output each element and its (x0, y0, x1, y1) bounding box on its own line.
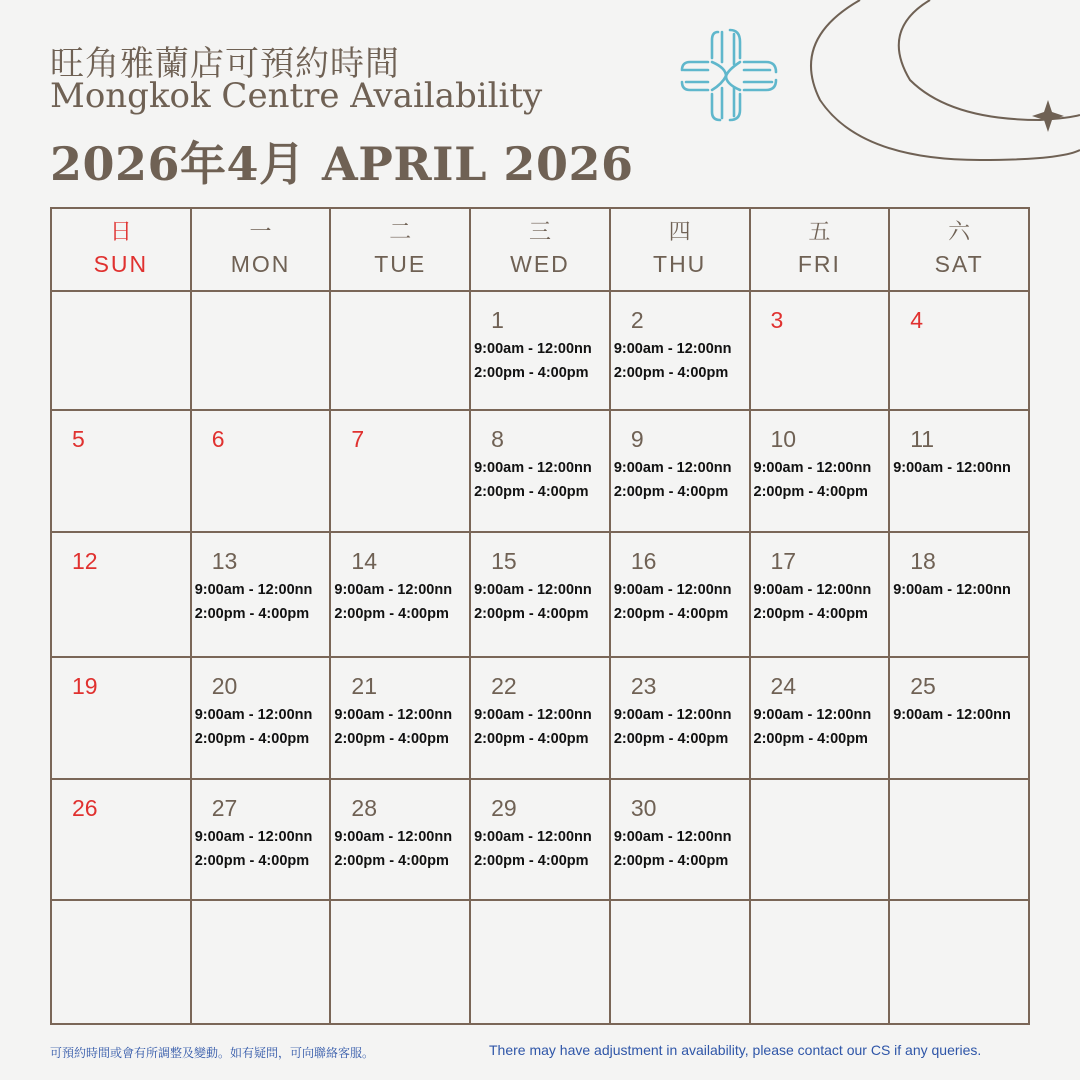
time-slot: 9:00am - 12:00nn (474, 460, 592, 477)
calendar-day-cell (750, 532, 890, 658)
time-slot: 2:00pm - 4:00pm (753, 731, 868, 748)
day-number: 17 (770, 547, 797, 574)
time-slot: 9:00am - 12:00nn (893, 581, 1011, 598)
weekday-mon (191, 208, 331, 291)
day-number: 1 (491, 307, 504, 333)
time-slot: 9:00am - 12:00nn (613, 581, 732, 598)
calendar-empty-cell (330, 900, 470, 1024)
calendar-day-cell (470, 657, 610, 778)
day-number: 14 (351, 547, 377, 574)
weekday-en: SUN (93, 250, 149, 277)
calendar-week-row (51, 532, 1029, 658)
day-number: 25 (910, 673, 936, 700)
day-number: 30 (630, 794, 657, 821)
day-number: 22 (491, 673, 517, 700)
weekday-zh: 三 (528, 219, 551, 245)
time-slot: 2:00pm - 4:00pm (753, 484, 868, 501)
time-slot: 2:00pm - 4:00pm (613, 852, 729, 869)
month-title: 2026年4月 APRIL 2026 (50, 137, 634, 191)
calendar-day-cell (191, 657, 331, 778)
day-number: 21 (351, 673, 377, 700)
orbit-decoration (780, 0, 1080, 170)
time-slot: 9:00am - 12:00nn (613, 828, 732, 845)
day-number: 3 (770, 307, 784, 333)
calendar-day-cell (889, 657, 1029, 778)
time-slot: 2:00pm - 4:00pm (334, 605, 449, 622)
day-number: 11 (910, 426, 935, 453)
weekday-header-row (51, 208, 1029, 291)
day-number: 27 (211, 794, 238, 821)
footer-note-chinese: 可預約時間或會有所調整及變動。如有疑問，可向聯絡客服。 (50, 1046, 375, 1060)
calendar-week-row (51, 900, 1029, 1024)
weekday-en: SAT (934, 250, 984, 277)
availability-calendar (50, 207, 1030, 1025)
day-number: 7 (351, 426, 365, 453)
day-number: 5 (72, 426, 85, 453)
weekday-zh: 一 (249, 219, 272, 245)
title-chinese: 旺角雅蘭店可預約時間 (50, 44, 400, 84)
calendar-day-cell (51, 410, 191, 531)
time-slot: 9:00am - 12:00nn (194, 707, 313, 724)
day-number: 26 (72, 794, 98, 821)
weekday-thu (610, 208, 750, 291)
time-slot: 2:00pm - 4:00pm (334, 852, 449, 869)
calendar-day-cell (610, 410, 750, 531)
calendar-day-cell (889, 532, 1029, 658)
weekday-en: FRI (797, 250, 841, 277)
time-slot: 9:00am - 12:00nn (613, 707, 732, 724)
calendar-empty-cell (610, 900, 750, 1024)
weekday-zh: 日 (109, 219, 132, 245)
day-number: 4 (910, 307, 924, 333)
weekday-en: TUE (374, 250, 427, 277)
calendar-day-cell (470, 410, 610, 531)
calendar-empty-cell (470, 900, 610, 1024)
calendar-day-cell (191, 410, 331, 531)
day-number: 29 (491, 794, 517, 821)
title-english: Mongkok Centre Availability (50, 76, 543, 116)
time-slot: 9:00am - 12:00nn (474, 707, 592, 724)
time-slot: 2:00pm - 4:00pm (474, 365, 589, 381)
time-slot: 9:00am - 12:00nn (194, 828, 313, 845)
weekday-zh: 六 (948, 219, 971, 245)
cross-logo-icon (678, 28, 782, 124)
day-number: 12 (72, 547, 98, 574)
time-slot: 2:00pm - 4:00pm (474, 605, 589, 622)
calendar-empty-cell (51, 900, 191, 1024)
calendar-day-cell (470, 532, 610, 658)
footer-note-english: There may have adjustment in availability, please contact our CS if any queries. (489, 1042, 982, 1058)
time-slot: 2:00pm - 4:00pm (194, 852, 310, 869)
calendar-week-row (51, 410, 1029, 531)
time-slot: 9:00am - 12:00nn (893, 707, 1011, 724)
day-number: 15 (491, 547, 517, 574)
day-number: 20 (211, 673, 238, 700)
weekday-wed (470, 208, 610, 291)
time-slot: 2:00pm - 4:00pm (613, 484, 729, 501)
weekday-en: THU (653, 250, 707, 277)
calendar-day-cell (191, 779, 331, 900)
weekday-en: WED (510, 250, 570, 277)
time-slot: 9:00am - 12:00nn (334, 828, 453, 845)
weekday-zh: 四 (668, 219, 691, 245)
day-number: 8 (491, 426, 504, 453)
calendar-day-cell (330, 779, 470, 900)
time-slot: 9:00am - 12:00nn (753, 460, 872, 477)
time-slot: 2:00pm - 4:00pm (474, 852, 589, 869)
day-number: 28 (351, 794, 377, 821)
day-number: 2 (630, 307, 644, 333)
calendar-day-cell (750, 657, 890, 778)
day-number: 23 (630, 673, 657, 700)
calendar-day-cell (610, 657, 750, 778)
day-number: 18 (910, 547, 936, 574)
calendar-day-cell (330, 410, 470, 531)
weekday-fri (750, 208, 890, 291)
calendar-empty-cell (51, 291, 191, 410)
calendar-week-row (51, 779, 1029, 900)
time-slot: 9:00am - 12:00nn (474, 581, 592, 598)
time-slot: 9:00am - 12:00nn (613, 460, 732, 477)
time-slot: 2:00pm - 4:00pm (194, 731, 310, 748)
calendar-day-cell (470, 779, 610, 900)
time-slot: 2:00pm - 4:00pm (613, 731, 729, 748)
calendar-day-cell (330, 657, 470, 778)
weekday-zh: 二 (389, 219, 412, 245)
calendar-day-cell (51, 532, 191, 658)
time-slot: 2:00pm - 4:00pm (474, 484, 589, 501)
day-number: 13 (211, 547, 238, 574)
weekday-sun (51, 208, 191, 291)
time-slot: 9:00am - 12:00nn (753, 581, 872, 598)
calendar-empty-cell (889, 779, 1029, 900)
calendar-empty-cell (191, 291, 331, 410)
time-slot: 2:00pm - 4:00pm (194, 605, 310, 622)
calendar-week-row (51, 291, 1029, 410)
weekday-en: MON (230, 250, 291, 277)
calendar-week-row (51, 657, 1029, 778)
day-number: 16 (630, 547, 657, 574)
calendar-day-cell (470, 291, 610, 410)
calendar-empty-cell (750, 900, 890, 1024)
time-slot: 2:00pm - 4:00pm (334, 731, 449, 748)
time-slot: 2:00pm - 4:00pm (474, 731, 589, 748)
calendar-day-cell (750, 291, 890, 410)
time-slot: 2:00pm - 4:00pm (753, 605, 868, 622)
calendar-empty-cell (191, 900, 331, 1024)
time-slot: 2:00pm - 4:00pm (613, 365, 729, 381)
time-slot: 9:00am - 12:00nn (613, 341, 732, 357)
day-number: 19 (72, 673, 98, 700)
time-slot: 9:00am - 12:00nn (334, 581, 453, 598)
sparkle-icon (1032, 100, 1064, 132)
day-number: 9 (630, 426, 644, 453)
time-slot: 9:00am - 12:00nn (194, 581, 313, 598)
day-number: 24 (770, 673, 797, 700)
calendar-day-cell (889, 291, 1029, 410)
day-number: 6 (211, 426, 225, 453)
day-number: 10 (770, 426, 797, 453)
calendar-day-cell (750, 410, 890, 531)
time-slot: 2:00pm - 4:00pm (613, 605, 729, 622)
weekday-tue (330, 208, 470, 291)
calendar-day-cell (610, 779, 750, 900)
weekday-zh: 五 (808, 219, 831, 245)
weekday-sat (889, 208, 1029, 291)
calendar-day-cell (51, 779, 191, 900)
calendar-day-cell (610, 291, 750, 410)
time-slot: 9:00am - 12:00nn (893, 460, 1011, 477)
time-slot: 9:00am - 12:00nn (474, 341, 592, 357)
calendar-day-cell (330, 532, 470, 658)
time-slot: 9:00am - 12:00nn (474, 828, 592, 845)
time-slot: 9:00am - 12:00nn (334, 707, 453, 724)
time-slot: 9:00am - 12:00nn (753, 707, 872, 724)
calendar-empty-cell (330, 291, 470, 410)
calendar-empty-cell (750, 779, 890, 900)
calendar-empty-cell (889, 900, 1029, 1024)
calendar-day-cell (191, 532, 331, 658)
calendar-day-cell (610, 532, 750, 658)
calendar-day-cell (889, 410, 1029, 531)
calendar-day-cell (51, 657, 191, 778)
